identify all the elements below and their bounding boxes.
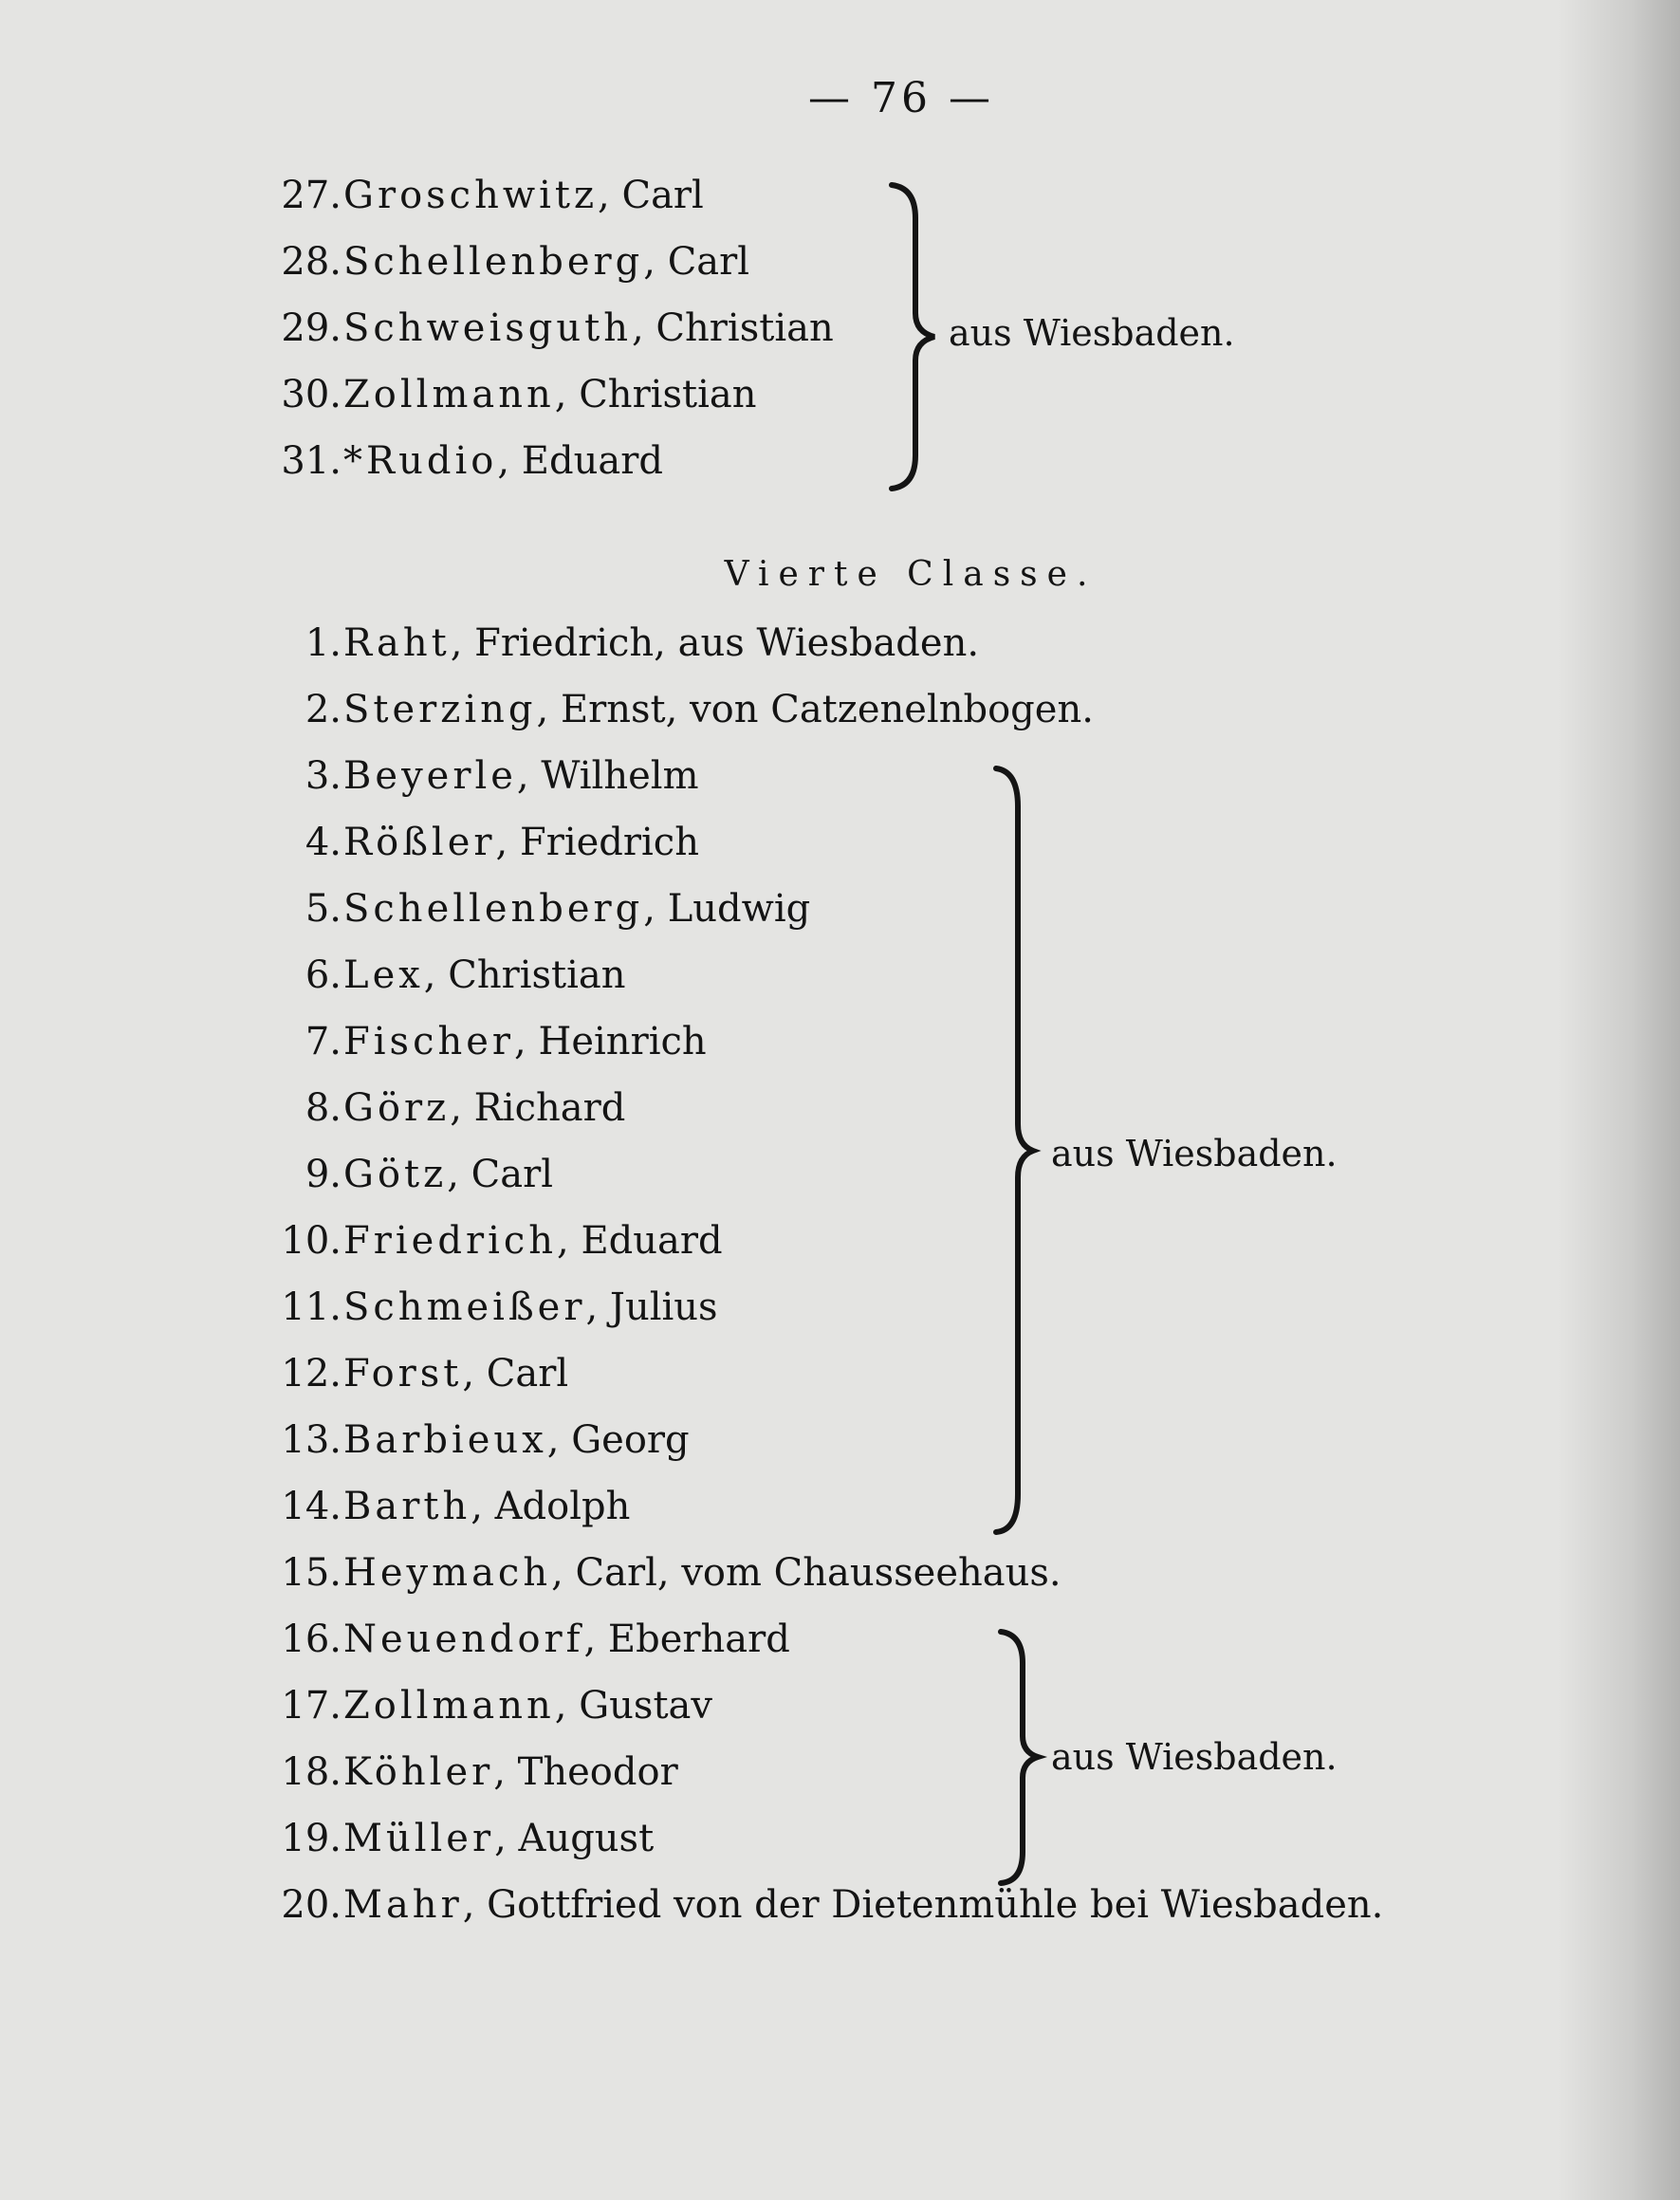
surname: Köhler (343, 1750, 494, 1794)
surname: Schellenberg (343, 887, 644, 931)
given-name: , Theodor (493, 1750, 678, 1794)
given-name: , Carl (643, 240, 750, 284)
entry-number: 9. (305, 1153, 342, 1196)
entry-number: 31. (281, 439, 342, 483)
surname: Rößler (343, 821, 496, 864)
entry-number: 14. (281, 1485, 342, 1528)
surname: Forst (343, 1352, 463, 1396)
surname: Beyerle (343, 754, 517, 798)
given-name: , Christian (554, 373, 757, 416)
given-name: , Wilhelm (516, 754, 699, 798)
given-name: , Gottfried von der Dietenmühle bei Wiesbaden. (462, 1883, 1384, 1927)
surname: Fischer (343, 1020, 515, 1063)
surname: Raht (343, 621, 451, 665)
entry-number: 15. (281, 1551, 342, 1595)
entry-number: 1. (305, 621, 342, 665)
surname: Groschwitz (343, 174, 599, 217)
given-name: , Gustav (554, 1684, 712, 1728)
surname: Heymach (343, 1551, 552, 1595)
entry-number: 29. (281, 306, 342, 350)
surname: Neuendorf (343, 1618, 584, 1661)
entry-number: 30. (281, 373, 342, 416)
surname: Götz (343, 1153, 448, 1196)
given-name: , Eduard (497, 439, 663, 483)
section-heading: Vierte Classe. (724, 555, 1098, 594)
brace-label: aus Wiesbaden. (1051, 1736, 1338, 1778)
surname: Görz (343, 1086, 451, 1130)
entry-number: 4. (305, 821, 342, 864)
entry-number: 6. (305, 953, 342, 997)
given-name: , Adolph (471, 1485, 631, 1528)
entry-number: 16. (281, 1618, 342, 1661)
given-name: , Julius (585, 1285, 718, 1329)
surname: Friedrich (343, 1219, 558, 1263)
entry-number: 2. (305, 688, 342, 731)
given-name: , Ludwig (643, 887, 811, 931)
given-name: , Eduard (557, 1219, 723, 1263)
surname: Lex (343, 953, 424, 997)
given-name: , Richard (450, 1086, 626, 1130)
curly-brace-icon (991, 764, 1039, 1537)
page-number: — 76 — (808, 74, 994, 122)
surname: Barth (343, 1485, 471, 1528)
surname: Barbieux (343, 1418, 547, 1462)
entry-number: 17. (281, 1684, 342, 1728)
entry-number: 5. (305, 887, 342, 931)
surname: Zollmann (343, 1684, 555, 1728)
surname: *Rudio (343, 439, 498, 483)
entry-number: 19. (281, 1817, 342, 1860)
given-name: , Friedrich (495, 821, 699, 864)
given-name: , Carl (598, 174, 704, 217)
given-name: , Heinrich (514, 1020, 707, 1063)
given-name: , Georg (546, 1418, 690, 1462)
given-name: , Ernst, von Catzenelnbogen. (536, 688, 1094, 731)
given-name: , Carl (462, 1352, 569, 1396)
entry-number: 12. (281, 1352, 342, 1396)
surname: Müller (343, 1817, 495, 1860)
brace-label: aus Wiesbaden. (949, 312, 1235, 354)
given-name: , Christian (632, 306, 834, 350)
entry-number: 7. (305, 1020, 342, 1063)
given-name: , Carl (447, 1153, 553, 1196)
surname: Sterzing (343, 688, 537, 731)
surname: Zollmann (343, 373, 555, 416)
surname: Schmeißer (343, 1285, 586, 1329)
entry-number: 11. (281, 1285, 342, 1329)
entry-number: 13. (281, 1418, 342, 1462)
brace-label: aus Wiesbaden. (1051, 1133, 1338, 1174)
entry-number: 18. (281, 1750, 342, 1794)
given-name: , Friedrich, aus Wiesbaden. (450, 621, 980, 665)
given-name: , Eberhard (583, 1618, 790, 1661)
entry-number: 3. (305, 754, 342, 798)
surname: Mahr (343, 1883, 463, 1927)
entry-number: 27. (281, 174, 342, 217)
entry-number: 10. (281, 1219, 342, 1263)
given-name: , Christian (423, 953, 626, 997)
page-edge-shadow (1557, 0, 1680, 2200)
entry-number: 28. (281, 240, 342, 284)
surname: Schweisguth (343, 306, 632, 350)
entry-number: 8. (305, 1086, 342, 1130)
curly-brace-icon (996, 1627, 1043, 1888)
curly-brace-icon (887, 180, 944, 493)
given-name: , Carl, vom Chausseehaus. (551, 1551, 1062, 1595)
entry-number: 20. (281, 1883, 342, 1927)
given-name: , August (494, 1817, 655, 1860)
surname: Schellenberg (343, 240, 644, 284)
